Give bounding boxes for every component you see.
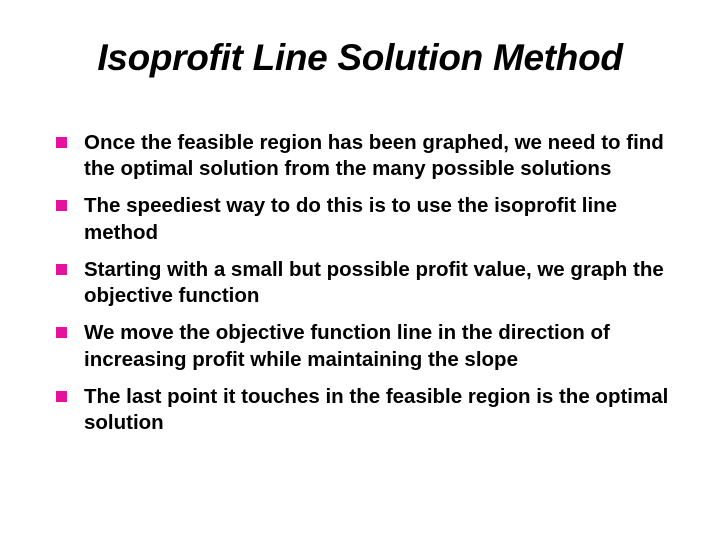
square-bullet-icon [56,327,67,338]
list-item-text: Once the feasible region has been graphed, we need to find the optimal solution from the many possible solutions [84,131,664,181]
page-title: Isoprofit Line Solution Method [97,37,623,78]
list-item [52,384,682,436]
list-item-text: The last point it touches in the feasible region is the optimal solution [84,384,669,435]
list-item-text: The speediest way to do this is to use the isoprofit line method [84,194,618,244]
square-bullet-icon [56,391,67,402]
list-item [52,257,682,309]
square-bullet-icon [56,264,67,275]
bullet-list [52,130,682,447]
list-item-text: We move the objective function line in the direction of increasing profit while maintaining the slope [84,321,610,371]
square-bullet-icon [56,200,67,211]
list-item [52,130,682,182]
list-item [52,320,682,372]
square-bullet-icon [56,137,67,148]
list-item-text: Starting with a small but possible profit value, we graph the objective function [84,257,664,308]
list-item [52,193,682,245]
